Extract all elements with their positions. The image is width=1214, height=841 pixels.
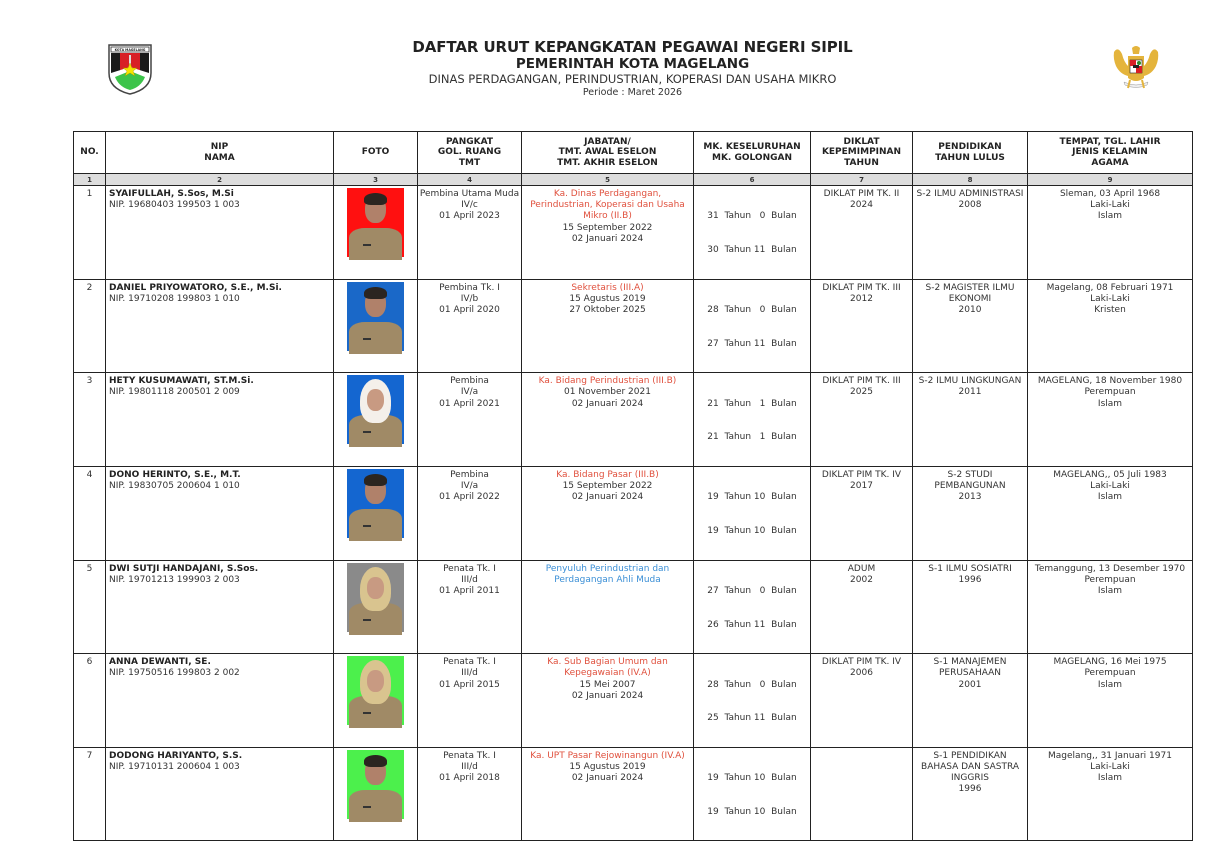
pangkat-cell [418, 373, 522, 467]
employee-photo [347, 656, 404, 725]
pendidikan: S-2 ILMU ADMINISTRASI [916, 189, 1024, 199]
masa-kerja-cell [694, 186, 811, 280]
agama: Islam [1097, 773, 1123, 784]
tmt-akhir-eselon: 02 Januari 2024 [571, 398, 644, 409]
employee-photo [347, 375, 404, 444]
diklat-tahun: 2017 [850, 481, 873, 492]
document-subtitle: PEMERINTAH KOTA MAGELANG [515, 56, 750, 72]
masa-kerja-cell [694, 279, 811, 373]
tmt-pangkat: 01 April 2020 [439, 305, 500, 316]
pangkat: Penata Tk. I [443, 657, 496, 668]
employee-nip: NIP. 19701213 199903 2 003 [109, 574, 240, 585]
garuda-pancasila-emblem-icon [1112, 44, 1160, 94]
tmt-akhir-eselon: 02 Januari 2024 [571, 690, 644, 701]
diklat-tahun: 2025 [850, 387, 873, 398]
pangkat: Pembina Tk. I [439, 282, 500, 293]
jabatan: Penyuluh Perindustrian dan Perdagangan Ahli Muda [545, 563, 670, 585]
agama: Kristen [1094, 305, 1126, 316]
pangkat: Pembina Utama Muda [419, 189, 520, 199]
diklat: ADUM [847, 563, 876, 574]
row-number: 5 [74, 560, 106, 654]
table-row [74, 373, 1193, 467]
employee-nip: NIP. 19801118 200501 2 009 [109, 387, 240, 398]
table-row [74, 186, 1193, 280]
employee-name: ANNA DEWANTI, SE. [109, 657, 211, 668]
row-number: 6 [74, 654, 106, 748]
pangkat: Penata Tk. I [443, 563, 496, 574]
jabatan: Sekretaris (III.A) [571, 282, 644, 293]
employee-name: SYAIFULLAH, S.Sos, M.Si [109, 189, 234, 199]
table-row [74, 654, 1193, 748]
pangkat-cell [418, 466, 522, 560]
pendidikan-cell [913, 747, 1028, 841]
employee-nip: NIP. 19750516 199803 2 002 [109, 668, 240, 679]
jabatan-cell [522, 373, 694, 467]
column-number: 4 [418, 174, 522, 186]
pendidikan: S-2 ILMU LINGKUNGAN [918, 376, 1022, 387]
jenis-kelamin: Perempuan [1084, 668, 1136, 679]
photo-cell [334, 747, 418, 841]
diklat: DIKLAT PIM TK. IV [821, 469, 902, 480]
tmt-awal-eselon: 15 September 2022 [562, 481, 653, 492]
golongan: III/d [461, 668, 478, 679]
employee-identity-cell [106, 186, 334, 280]
mk-keseluruhan: 21 Tahun 1 Bulan [707, 398, 797, 409]
tahun-lulus: 2008 [958, 200, 982, 211]
diklat-cell [811, 466, 913, 560]
ttl-cell [1028, 560, 1193, 654]
masa-kerja-cell [694, 466, 811, 560]
table-row [74, 279, 1193, 373]
column-number: 6 [694, 174, 811, 186]
pangkat-cell [418, 747, 522, 841]
mk-golongan: 19 Tahun 10 Bulan [707, 806, 797, 817]
row-number: 7 [74, 747, 106, 841]
document-title: DAFTAR URUT KEPANGKATAN PEGAWAI NEGERI SIPIL [412, 38, 853, 56]
header-ttl: TEMPAT, TGL. LAHIR JENIS KELAMIN AGAMA [1028, 132, 1193, 174]
tmt-akhir-eselon: 02 Januari 2024 [571, 233, 644, 244]
pangkat-cell [418, 186, 522, 280]
pangkat: Pembina [450, 469, 489, 480]
pangkat-cell [418, 279, 522, 373]
ttl-cell [1028, 654, 1193, 748]
pangkat-cell [418, 654, 522, 748]
column-number: 8 [913, 174, 1028, 186]
tahun-lulus: 2013 [958, 492, 982, 503]
golongan: IV/c [461, 200, 478, 211]
jabatan: Ka. UPT Pasar Rejowinangun (IV.A) [530, 750, 685, 761]
mk-keseluruhan: 27 Tahun 0 Bulan [707, 585, 797, 596]
tmt-akhir-eselon: 02 Januari 2024 [571, 773, 644, 784]
tmt-awal-eselon: 15 Agustus 2019 [569, 761, 646, 772]
pangkat: Penata Tk. I [443, 750, 496, 761]
tmt-awal-eselon: 15 Mei 2007 [579, 679, 636, 690]
mk-keseluruhan: 28 Tahun 0 Bulan [707, 679, 797, 690]
kota-magelang-emblem-icon [107, 43, 153, 95]
ttl-cell [1028, 373, 1193, 467]
diklat-cell [811, 373, 913, 467]
row-number: 2 [74, 279, 106, 373]
pendidikan-cell [913, 373, 1028, 467]
header-diklat: DIKLAT KEPEMIMPINAN TAHUN [811, 132, 913, 174]
employee-nip: NIP. 19680403 199503 1 003 [109, 200, 240, 211]
jabatan: Ka. Dinas Perdagangan, Perindustrian, Koperasi dan Usaha Mikro (II.B) [530, 189, 685, 222]
column-number: 9 [1028, 174, 1193, 186]
header-nip-nama: NIP NAMA [106, 132, 334, 174]
pendidikan: S-1 PENDIDIKAN BAHASA DAN SASTRA INGGRIS [921, 750, 1019, 784]
tmt-pangkat: 01 April 2015 [439, 679, 500, 690]
employee-photo [347, 563, 404, 632]
tmt-pangkat: 01 April 2021 [439, 398, 500, 409]
diklat-tahun: 2002 [850, 574, 873, 585]
diklat-tahun: 2012 [850, 293, 873, 304]
employee-name: DONO HERINTO, S.E., M.T. [109, 469, 241, 480]
column-number: 3 [334, 174, 418, 186]
employee-identity-cell [106, 466, 334, 560]
table-row [74, 747, 1193, 841]
jabatan: Ka. Bidang Pasar (III.B) [556, 469, 659, 480]
pendidikan-cell [913, 186, 1028, 280]
pendidikan-cell [913, 654, 1028, 748]
mk-keseluruhan: 19 Tahun 10 Bulan [707, 773, 797, 784]
employee-name: HETY KUSUMAWATI, ST.M.Si. [109, 376, 254, 387]
header-masa-kerja: MK. KESELURUHAN MK. GOLONGAN [694, 132, 811, 174]
employee-nip: NIP. 19710131 200604 1 003 [109, 761, 240, 772]
tahun-lulus: 2011 [958, 387, 982, 398]
diklat-tahun: 2024 [850, 200, 873, 211]
tmt-akhir-eselon: 02 Januari 2024 [571, 492, 644, 503]
agency-name: DINAS PERDAGANGAN, PERINDUSTRIAN, KOPERASI DAN USAHA MIKRO [428, 72, 837, 86]
ttl-cell [1028, 466, 1193, 560]
golongan: IV/b [460, 293, 479, 304]
agama: Islam [1097, 211, 1123, 222]
pendidikan-cell [913, 279, 1028, 373]
employee-name: DODONG HARIYANTO, S.S. [109, 750, 243, 761]
pendidikan: S-1 ILMU SOSIATRI [928, 563, 1012, 574]
employee-name: DWI SUTJI HANDAJANI, S.Sos. [109, 563, 259, 574]
agama: Islam [1097, 398, 1123, 409]
employee-seniority-table [73, 131, 1193, 841]
jabatan: Ka. Sub Bagian Umum dan Kepegawaian (IV.A) [547, 657, 668, 679]
pangkat: Pembina [450, 376, 489, 387]
column-number-row [74, 174, 1193, 186]
tmt-pangkat: 01 April 2011 [439, 585, 500, 596]
photo-cell [334, 560, 418, 654]
employee-nip: NIP. 19830705 200604 1 010 [109, 481, 240, 492]
tmt-awal-eselon: 01 November 2021 [564, 387, 651, 398]
tmt-pangkat: 01 April 2018 [439, 773, 500, 784]
golongan: IV/a [460, 481, 479, 492]
employee-identity-cell [106, 560, 334, 654]
employee-nip: NIP. 19710208 199803 1 010 [109, 293, 240, 304]
mk-golongan: 27 Tahun 11 Bulan [707, 338, 797, 349]
svg-text:KOTA MAGELANG: KOTA MAGELANG [114, 48, 146, 52]
mk-golongan: 19 Tahun 10 Bulan [707, 525, 797, 536]
diklat-cell [811, 186, 913, 280]
tmt-akhir-eselon: 27 Oktober 2025 [569, 305, 646, 316]
diklat: DIKLAT PIM TK. III [822, 376, 901, 387]
jenis-kelamin: Laki-Laki [1090, 481, 1130, 492]
diklat: DIKLAT PIM TK. III [822, 282, 901, 293]
ttl-cell [1028, 279, 1193, 373]
jabatan-cell [522, 186, 694, 280]
mk-golongan: 25 Tahun 11 Bulan [707, 713, 797, 724]
employee-identity-cell [106, 373, 334, 467]
tmt-awal-eselon: 15 September 2022 [562, 222, 653, 233]
column-number: 7 [811, 174, 913, 186]
pendidikan-cell [913, 560, 1028, 654]
pangkat-cell [418, 560, 522, 654]
mk-keseluruhan: 31 Tahun 0 Bulan [707, 211, 797, 222]
header-no: NO. [74, 132, 106, 174]
employee-photo [347, 282, 404, 351]
ttl-cell [1028, 747, 1193, 841]
pendidikan-cell [913, 466, 1028, 560]
header-pangkat: PANGKAT GOL. RUANG TMT [418, 132, 522, 174]
employee-photo [347, 188, 404, 257]
employee-name: DANIEL PRIYOWATORO, S.E., M.Si. [109, 282, 282, 293]
tempat-tanggal-lahir: MAGELANG, 18 November 1980 [1037, 376, 1183, 387]
header-jabatan: JABATAN/ TMT. AWAL ESELON TMT. AKHIR ESELON [522, 132, 694, 174]
column-number: 5 [522, 174, 694, 186]
mk-golongan: 26 Tahun 11 Bulan [707, 619, 797, 630]
row-number: 1 [74, 186, 106, 280]
golongan: III/d [461, 761, 478, 772]
tahun-lulus: 1996 [958, 574, 982, 585]
masa-kerja-cell [694, 373, 811, 467]
table-header-row [74, 132, 1193, 174]
ttl-cell [1028, 186, 1193, 280]
mk-golongan: 30 Tahun 11 Bulan [707, 245, 797, 256]
agama: Islam [1097, 679, 1123, 690]
golongan: IV/a [460, 387, 479, 398]
tmt-pangkat: 01 April 2023 [439, 211, 500, 222]
golongan: III/d [461, 574, 478, 585]
period-label: Periode : Maret 2026 [582, 87, 683, 98]
photo-cell [334, 466, 418, 560]
photo-cell [334, 373, 418, 467]
row-number: 4 [74, 466, 106, 560]
jabatan-cell [522, 466, 694, 560]
diklat-cell [811, 654, 913, 748]
tempat-tanggal-lahir: MAGELANG,, 05 Juli 1983 [1053, 469, 1167, 480]
jenis-kelamin: Perempuan [1084, 574, 1136, 585]
diklat-tahun: 2006 [850, 668, 873, 679]
tempat-tanggal-lahir: MAGELANG, 16 Mei 1975 [1053, 657, 1167, 668]
diklat-cell [811, 560, 913, 654]
tempat-tanggal-lahir: Sleman, 03 April 1968 [1059, 189, 1161, 199]
agama: Islam [1097, 585, 1123, 596]
jabatan-cell [522, 654, 694, 748]
employee-identity-cell [106, 747, 334, 841]
employee-identity-cell [106, 654, 334, 748]
jabatan-cell [522, 279, 694, 373]
table-row [74, 466, 1193, 560]
header-pendidikan: PENDIDIKAN TAHUN LULUS [913, 132, 1028, 174]
document-header [0, 0, 1214, 110]
table-row [74, 560, 1193, 654]
tahun-lulus: 2010 [958, 305, 982, 316]
pendidikan: S-1 MANAJEMEN PERUSAHAAN [933, 657, 1007, 679]
masa-kerja-cell [694, 747, 811, 841]
column-number: 2 [106, 174, 334, 186]
jabatan-cell [522, 747, 694, 841]
tahun-lulus: 1996 [958, 784, 982, 795]
employee-photo [347, 469, 404, 538]
tahun-lulus: 2001 [958, 679, 982, 690]
employee-photo [347, 750, 404, 819]
masa-kerja-cell [694, 560, 811, 654]
diklat: DIKLAT PIM TK. II [823, 189, 900, 199]
photo-cell [334, 186, 418, 280]
jenis-kelamin: Perempuan [1084, 387, 1136, 398]
employee-identity-cell [106, 279, 334, 373]
jenis-kelamin: Laki-Laki [1090, 761, 1130, 772]
tempat-tanggal-lahir: Magelang,, 31 Januari 1971 [1048, 750, 1172, 761]
diklat-cell [811, 747, 913, 841]
header-foto: FOTO [334, 132, 418, 174]
mk-keseluruhan: 19 Tahun 10 Bulan [707, 492, 797, 503]
jabatan: Ka. Bidang Perindustrian (III.B) [538, 376, 677, 387]
tmt-pangkat: 01 April 2022 [439, 492, 500, 503]
column-number: 1 [74, 174, 106, 186]
jabatan-cell [522, 560, 694, 654]
jenis-kelamin: Laki-Laki [1090, 293, 1130, 304]
agama: Islam [1097, 492, 1123, 503]
jenis-kelamin: Laki-Laki [1090, 200, 1130, 211]
pendidikan: S-2 MAGISTER ILMU EKONOMI [925, 282, 1015, 304]
mk-keseluruhan: 28 Tahun 0 Bulan [707, 305, 797, 316]
diklat: DIKLAT PIM TK. IV [821, 657, 902, 668]
photo-cell [334, 279, 418, 373]
mk-golongan: 21 Tahun 1 Bulan [707, 432, 797, 443]
masa-kerja-cell [694, 654, 811, 748]
tempat-tanggal-lahir: Magelang, 08 Februari 1971 [1046, 282, 1174, 293]
tempat-tanggal-lahir: Temanggung, 13 Desember 1970 [1034, 563, 1186, 574]
row-number: 3 [74, 373, 106, 467]
diklat-cell [811, 279, 913, 373]
pendidikan: S-2 STUDI PEMBANGUNAN [934, 469, 1006, 492]
photo-cell [334, 654, 418, 748]
tmt-awal-eselon: 15 Agustus 2019 [569, 293, 646, 304]
